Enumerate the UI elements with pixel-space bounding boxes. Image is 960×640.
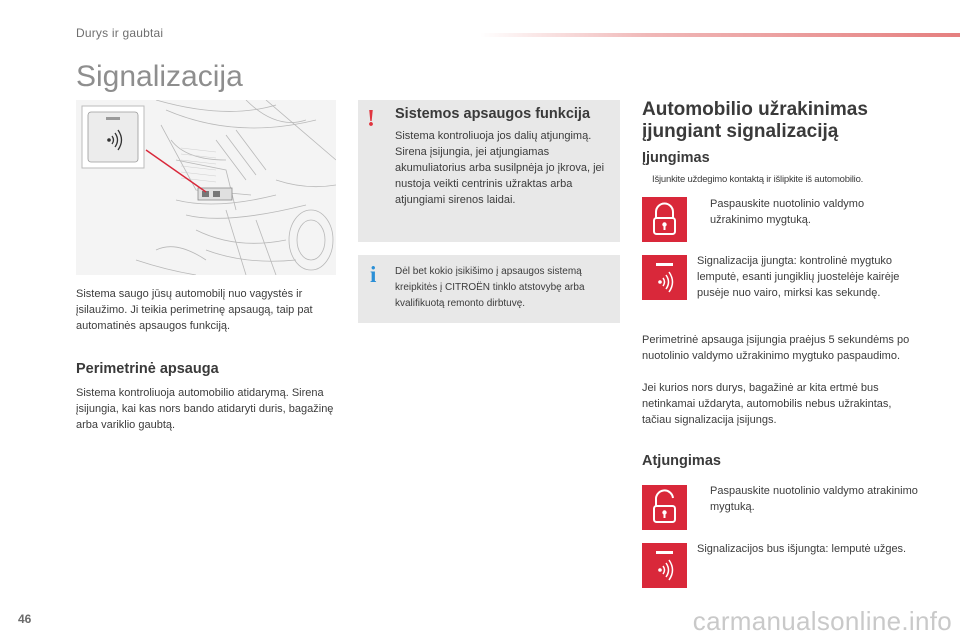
enable-status: Signalizacija įjungta: kontrolinė mygtuko lemputė, esanti jungiklių juostelėje kairėje pusėje nuo vairo, mirksi kas sekundę.: [697, 255, 900, 299]
watermark: carmanualsonline.info: [692, 606, 952, 636]
enable-bullet: [642, 173, 922, 186]
header-accent-bar: [480, 33, 960, 37]
perimeter-text: Sistema kontroliuoja automobilio atidarymą. Sirena įsijungia, kai kas nors bando atidaryti duris, bagažinę arba variklio gaubtą.: [76, 387, 334, 431]
info-text: Dėl bet kokio įsikišimo į apsaugos sistemą kreipkitės į CITROËN tinklo atstovybę arba kvalifikuotą remonto dirbtuvę.: [395, 266, 585, 309]
disable-status: Signalizacijos bus išjungta: lemputė užges.: [697, 543, 907, 555]
unlock-button-icon: [642, 485, 687, 530]
lock-heading: Automobilio užrakinimas įjungiant signalizaciją: [642, 99, 868, 142]
perimeter-note: Perimetrinė apsauga įsijungia praėjus 5 sekundėms po nuotolinio valdymo užrakinimo mygtuko paspaudimo.: [642, 334, 910, 362]
disable-step-text: Paspauskite nuotolinio valdymo atrakinimo mygtuką.: [710, 485, 918, 513]
intro-text: Sistema saugo jūsų automobilį nuo vagystės ir įsilaužimo. Ji teikia perimetrinę apsaugą, taip pat automatinės apsaugos funkciją.: [76, 288, 313, 332]
disable-heading: Atjungimas: [642, 453, 721, 469]
disable-step: [700, 483, 920, 515]
lock-button-icon: [642, 197, 687, 242]
warning-text: Sistema kontroliuoja jos dalių atjungimą. Sirena įsijungia, jei atjungiamas akumuliatorius arba susilpnėja jo įkrova, jei nustoja veikti centrinis užraktas arba atjungiami sirenos laidai.: [395, 130, 605, 206]
page-number: 46: [18, 612, 32, 626]
enable-bullet-text: Išjunkite uždegimo kontaktą ir išlipkite iš automobilio.: [652, 174, 864, 185]
door-note: Jei kurios nors durys, bagažinė ar kita ertmė bus netinkamai uždaryta, automobilis nebus užrakintas, tačiau signalizacija įsijungs.: [642, 382, 892, 426]
info-icon: i: [370, 262, 377, 287]
warning-heading: Sistemos apsaugos funkcija: [395, 106, 591, 122]
alarm-led-icon: [642, 255, 687, 300]
alarm-led-off-icon: [642, 543, 687, 588]
perimeter-heading: Perimetrinė apsauga: [76, 361, 219, 377]
enable-step-text: Paspauskite nuotolinio valdymo užrakinimo mygtuką.: [710, 198, 865, 226]
page-title: Signalizacija: [76, 60, 243, 93]
enable-heading: Įjungimas: [642, 150, 710, 166]
enable-step: [700, 196, 920, 228]
dashboard-photo: [76, 100, 336, 275]
section-header: Durys ir gaubtai: [76, 26, 164, 40]
warning-icon: !: [367, 106, 375, 132]
